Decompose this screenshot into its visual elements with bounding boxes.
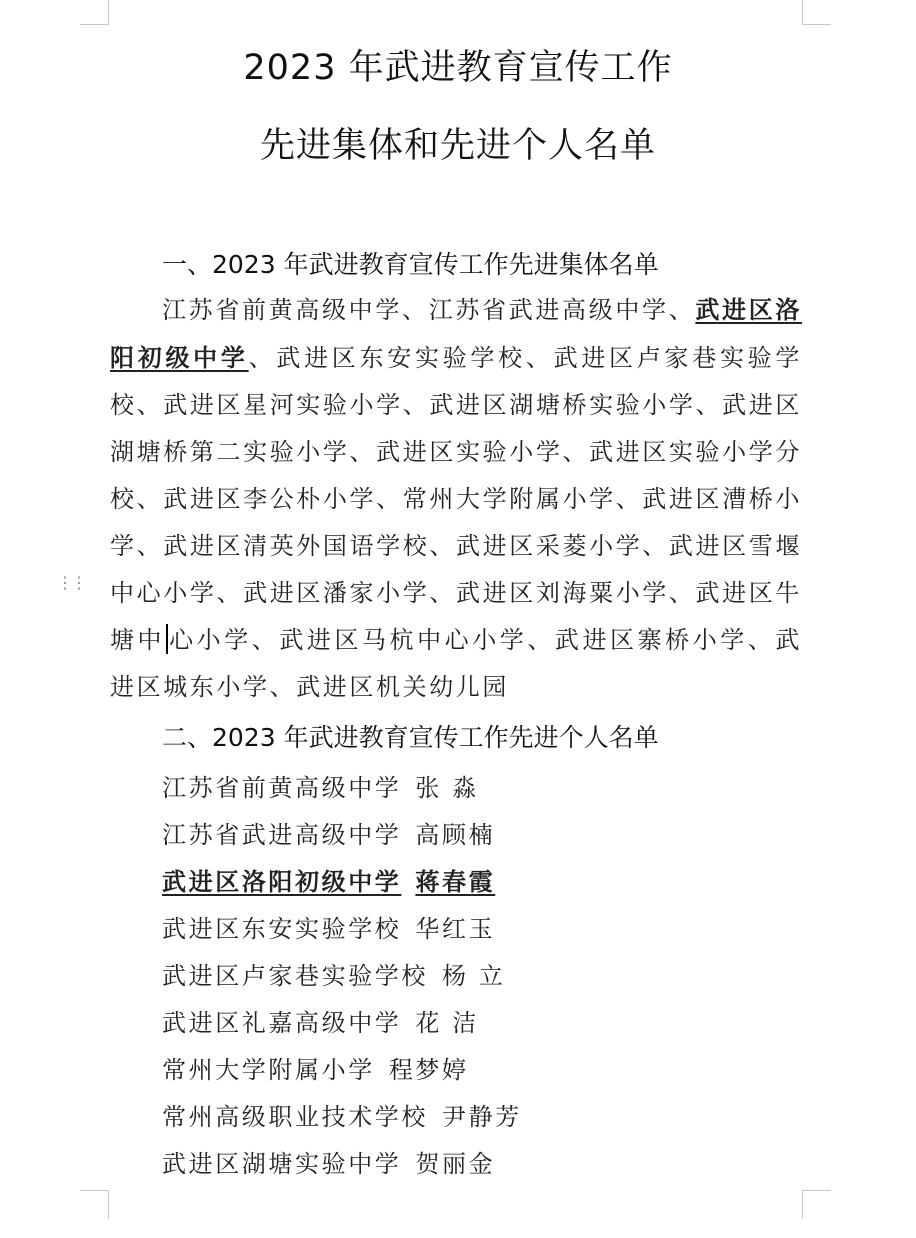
person-org: 江苏省前黄高级中学 bbox=[162, 774, 402, 802]
person-org: 江苏省武进高级中学 bbox=[162, 821, 402, 849]
person-entry bbox=[162, 1003, 479, 1038]
person-entry bbox=[162, 768, 479, 803]
person-org: 武进区礼嘉高级中学 bbox=[162, 1009, 402, 1037]
drag-handle-icon[interactable]: ⋮⋮ bbox=[57, 573, 85, 592]
person-entry bbox=[162, 1050, 469, 1085]
person-entry bbox=[162, 1097, 522, 1132]
page-corner-mark-top-right bbox=[802, 0, 831, 25]
person-name: 张 淼 bbox=[415, 774, 479, 802]
person-entry bbox=[162, 956, 505, 991]
page-corner-mark-top-left bbox=[80, 0, 109, 25]
document-title-line-2: 先进集体和先进个人名单 bbox=[259, 126, 656, 166]
person-entry bbox=[162, 1144, 495, 1179]
person-entry bbox=[162, 909, 495, 944]
person-org: 武进区东安实验学校 bbox=[162, 915, 402, 943]
collective-text-emphasized: 武进区洛阳初级中学 bbox=[110, 295, 802, 372]
section1-heading: 一、2023 年武进教育宣传工作先进集体名单 bbox=[162, 250, 659, 279]
person-name: 杨 立 bbox=[442, 962, 506, 990]
person-name: 花 洁 bbox=[415, 1009, 479, 1037]
section1-collective-list[interactable] bbox=[110, 286, 802, 711]
document-title-line-1: 2023 年武进教育宣传工作 bbox=[243, 48, 673, 88]
collective-text-middle: 、武进区东安实验学校、武进区卢家巷实验学校、武进区星河实验小学、武进区湖塘桥实验小学、武进区湖塘桥第二实验小学、武进区实验小学、武进区实验小学分校、武进区李公朴小学、常州大学附属小学、武进区漕桥小学、武进区清英外国语学校、武进区采菱小学、武进区雪堰中心小学、武进区潘家小学、武进区刘海粟小学、武进区牛塘中 bbox=[110, 344, 802, 654]
page-corner-mark-bottom-left bbox=[80, 1190, 109, 1219]
person-org: 武进区湖塘实验中学 bbox=[162, 1150, 402, 1178]
person-name: 华红玉 bbox=[415, 915, 496, 943]
collective-text-before: 江苏省前黄高级中学、江苏省武进高级中学、 bbox=[162, 296, 696, 324]
person-org: 武进区卢家巷实验学校 bbox=[162, 962, 428, 990]
person-org: 常州大学附属小学 bbox=[162, 1056, 375, 1084]
person-name: 程梦婷 bbox=[388, 1056, 469, 1084]
person-entry-emphasized bbox=[162, 862, 495, 897]
person-name: 尹静芳 bbox=[442, 1103, 522, 1131]
person-name: 贺丽金 bbox=[415, 1150, 496, 1178]
person-org: 常州高级职业技术学校 bbox=[162, 1103, 428, 1131]
section2-heading: 二、2023 年武进教育宣传工作先进个人名单 bbox=[162, 723, 659, 752]
person-org: 武进区洛阳初级中学 bbox=[162, 867, 402, 896]
person-entry bbox=[162, 815, 495, 850]
person-name: 高顾楠 bbox=[415, 821, 496, 849]
person-name: 蒋春霞 bbox=[415, 867, 496, 896]
page-corner-mark-bottom-right bbox=[802, 1190, 831, 1219]
collective-text-after: 心小学、武进区马杭中心小学、武进区寨桥小学、武进区城东小学、武进区机关幼儿园 bbox=[110, 626, 802, 701]
